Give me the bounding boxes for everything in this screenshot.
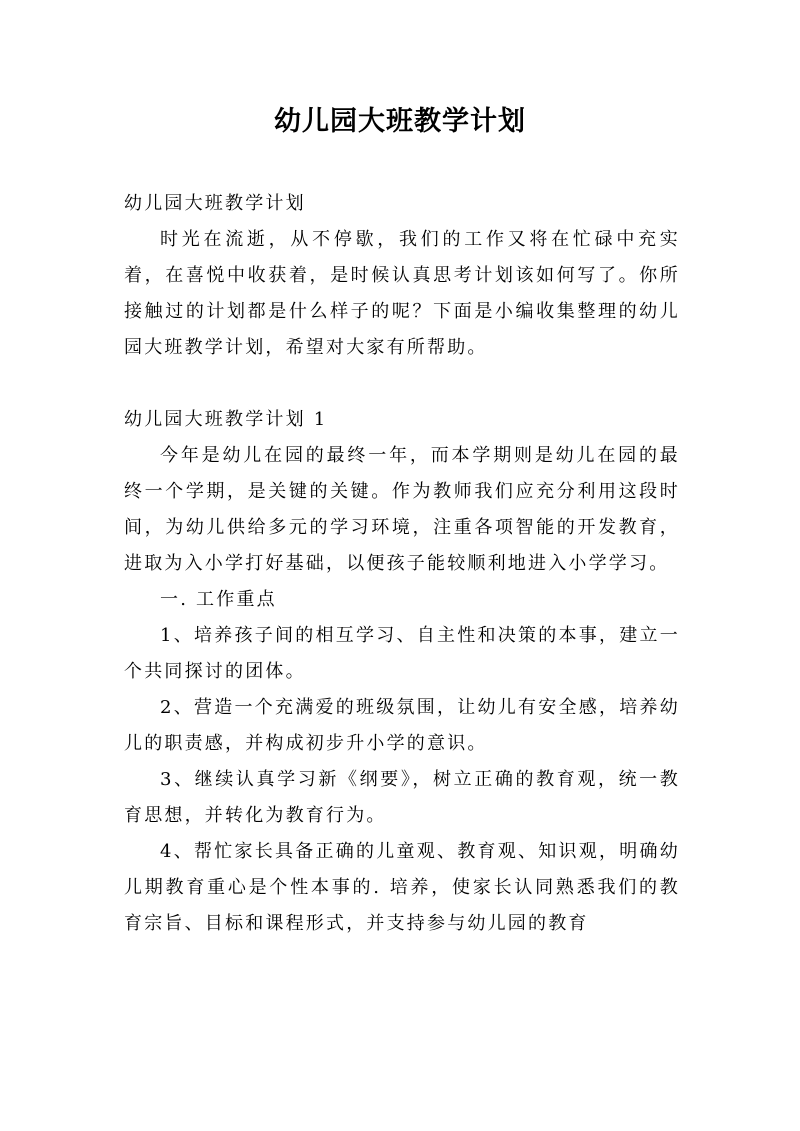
work-focus-item-4: 4、帮忙家长具备正确的儿童观、教育观、知识观，明确幼儿期教育重心是个性本事的. 培养，使家长认同熟悉我们的教育宗旨、目标和课程形式，并支持参与幼儿园的教育: [124, 841, 680, 934]
intro-heading: 幼儿园大班教学计划: [124, 193, 306, 214]
section-heading: 幼儿园大班教学计划 1: [124, 409, 328, 430]
work-focus-item-1: 1、培养孩子间的相互学习、自主性和决策的本事，建立一个共同探讨的团体。: [124, 625, 680, 682]
work-focus-item-2: 2、营造一个充满爱的班级氛围，让幼儿有安全感，培养幼儿的职责感，并构成初步升小学的意识。: [124, 697, 680, 754]
section-spacer: [124, 366, 680, 402]
section-paragraph: 今年是幼儿在园的最终一年，而本学期则是幼儿在园的最终一个学期，是关键的关键。作为教师我们应充分利用这段时间，为幼儿供给多元的学习环境，注重各项智能的开发教育，进取为入小学打好基础，以便孩子能较顺利地进入小学学习。: [124, 445, 680, 574]
document-title: 幼儿园大班教学计划: [274, 106, 526, 137]
intro-paragraph: 时光在流逝，从不停歇，我们的工作又将在忙碌中充实着，在喜悦中收获着，是时候认真思考计划该如何写了。你所接触过的计划都是什么样子的呢？下面是小编收集整理的幼儿园大班教学计划，希望对大家有所帮助。: [124, 229, 680, 358]
work-focus-item-3: 3、继续认真学习新《纲要》，树立正确的教育观，统一教育思想，并转化为教育行为。: [124, 769, 680, 826]
document-body: [124, 186, 680, 942]
work-focus-heading: 一. 工作重点: [160, 589, 277, 610]
